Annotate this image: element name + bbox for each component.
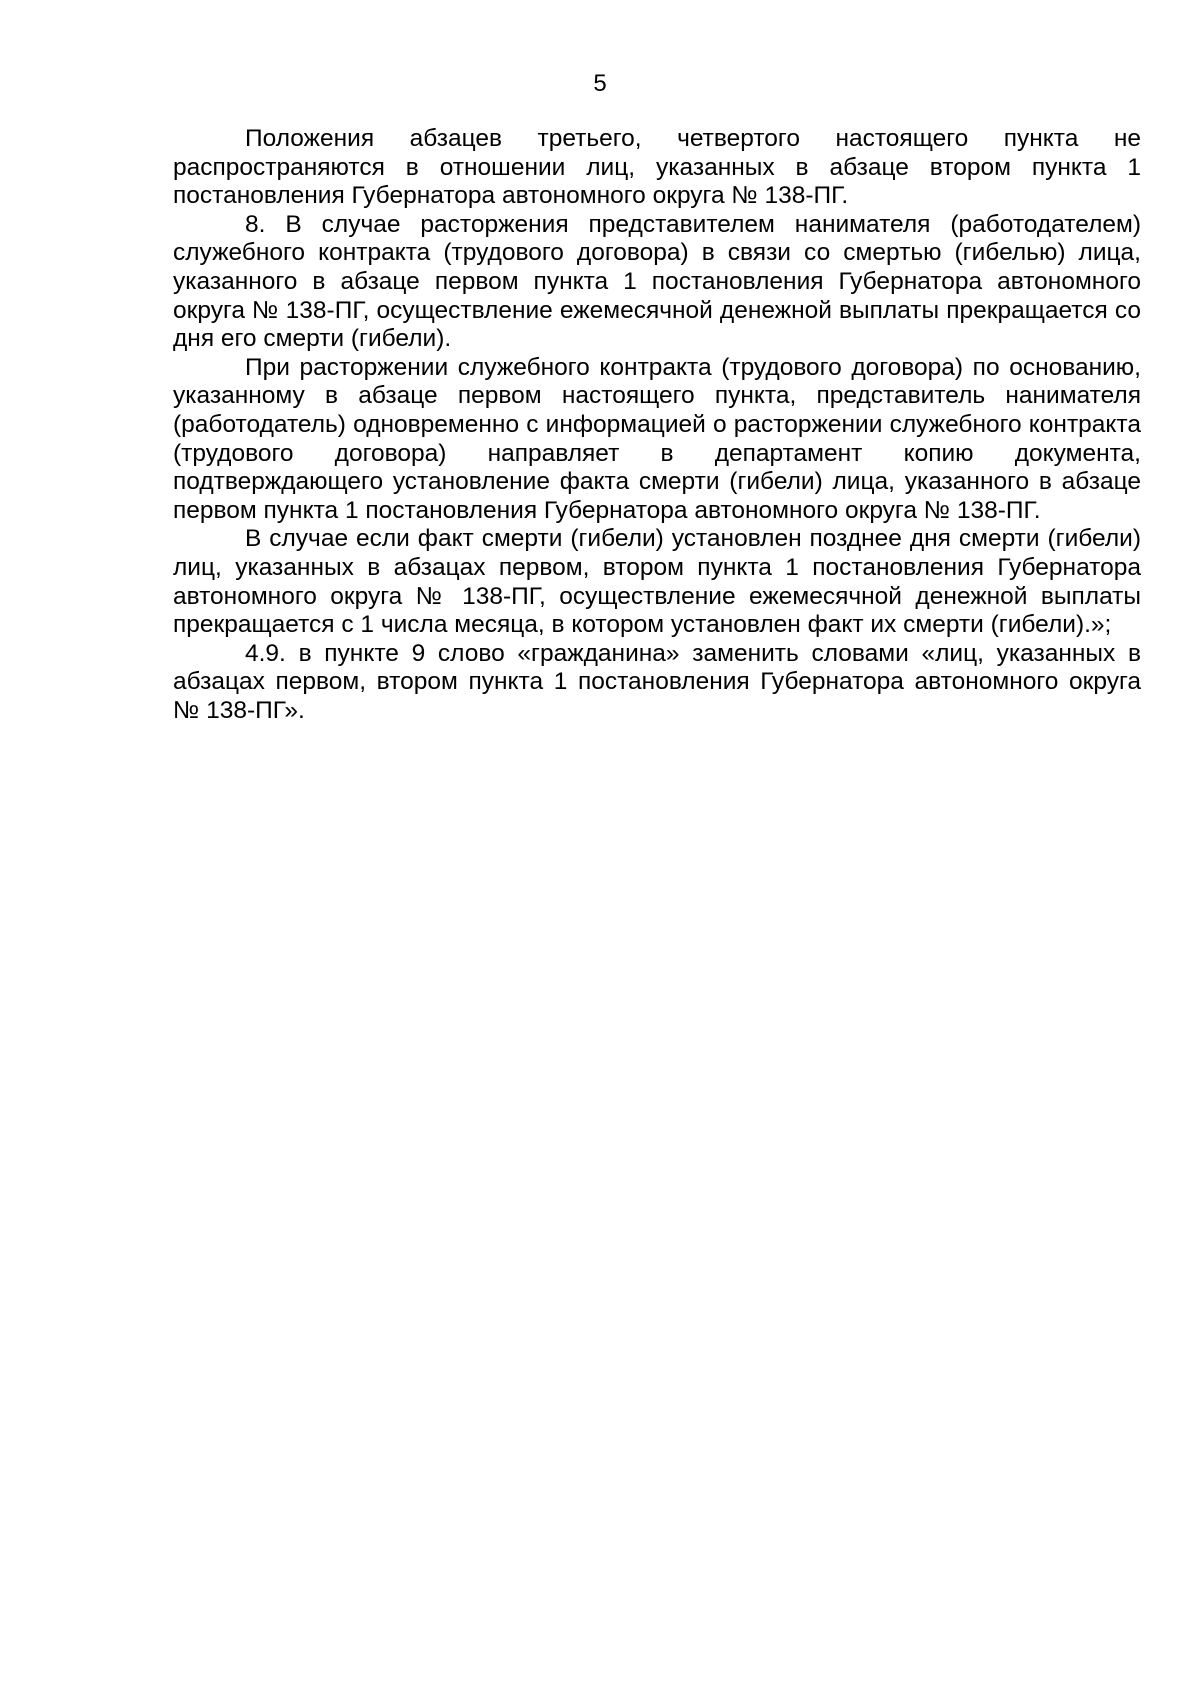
page-number: 5 [593,70,607,97]
paragraph-termination-notice: При расторжении служебного контракта (трудового договора) по основанию, указанному в абзаце первом настоящего пункта, представитель нанимателя (работодатель) одновременно с информацией о расторжении служебного контракта (трудового договора) направляет в департамент копию документа, подтверждающего установление факта смерти (гибели) лица, указанного в абзаце первом пункта 1 постановления Губернатора автономного округа № 138-ПГ. [173,353,1141,524]
paragraph-item-4-9: 4.9. в пункте 9 слово «гражданина» заменить словами «лиц, указанных в абзацах первом, втором пункта 1 постановления Губернатора автономного округа № 138-ПГ». [173,639,1141,724]
document-body [173,125,1141,725]
paragraph-late-death-fact: В случае если факт смерти (гибели) установлен позднее дня смерти (гибели) лиц, указанных в абзацах первом, втором пункта 1 постановления Губернатора автономного округа № 138-ПГ, осуществление ежемесячной денежной выплаты прекращается с 1 числа месяца, в котором установлен факт их смерти (гибели).»; [173,525,1141,639]
paragraph-exception: Положения абзацев третьего, четвертого настоящего пункта не распространяются в отношении лиц, указанных в абзаце втором пункта 1 постановления Губернатора автономного округа № 138-ПГ. [173,125,1141,210]
paragraph-item-8: 8. В случае расторжения представителем нанимателя (работодателем) служебного контракта (трудового договора) в связи со смертью (гибелью) лица, указанного в абзаце первом пункта 1 постановления Губернатора автономного округа № 138-ПГ, осуществление ежемесячной денежной выплаты прекращается со дня его смерти (гибели). [173,210,1141,353]
